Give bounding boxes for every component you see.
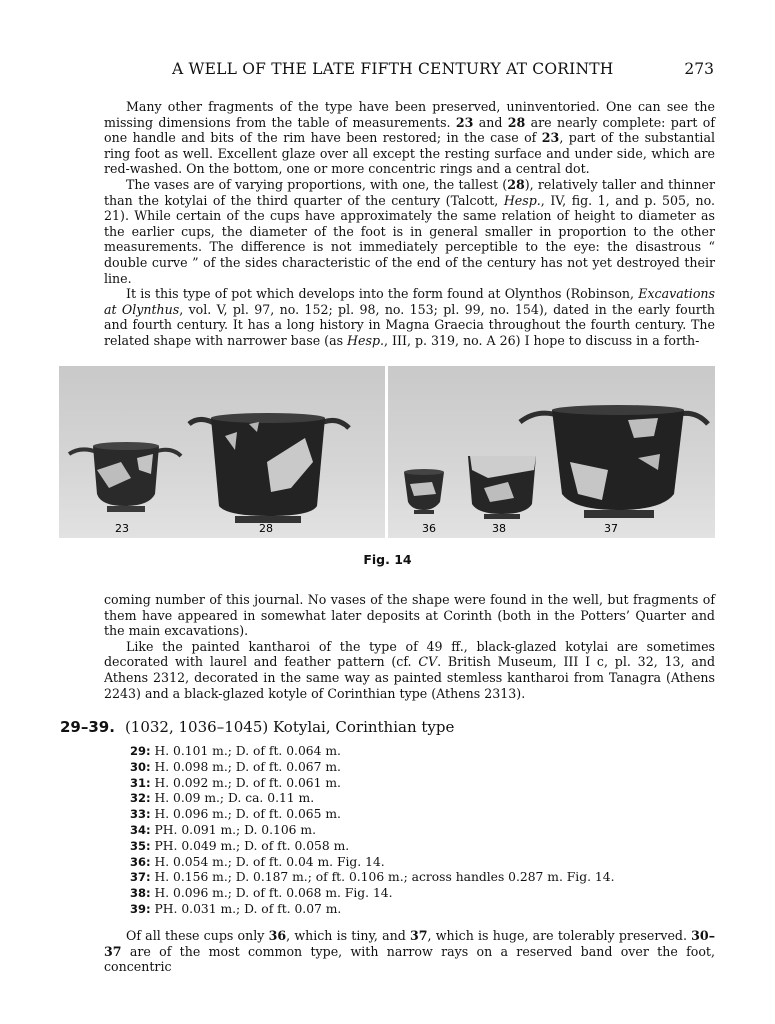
page-number: 273: [684, 60, 714, 78]
figure-label: 36: [422, 522, 436, 535]
kotyle-38: [468, 456, 536, 519]
top-text: [104, 99, 715, 349]
kotyle-23: [69, 442, 181, 512]
kotyle-36: [404, 469, 444, 514]
running-title: A WELL OF THE LATE FIFTH CENTURY AT CORINTH: [172, 60, 614, 78]
catalog-item: 29: H. 0.101 m.; D. of ft. 0.064 m.: [130, 744, 341, 758]
catalog-item: 38: H. 0.096 m.; D. of ft. 0.068 m. Fig. 14.: [130, 886, 393, 901]
running-head: [104, 60, 714, 82]
figure-label: 38: [492, 522, 506, 535]
paragraph: Many other fragments of the type have been preserved, uninventoried. One can see the missing dimensions from the table of measurements. 23 and 28 are nearly complete: part of one handle and bits of the rim have been restored; in the case of 23, part of the substantial ring foot as well. Excellent glaze over all except the resting surface and under side, which are red-washed. On the bottom, one or more concentric rings and a central dot.: [104, 99, 715, 177]
closing-text: [104, 928, 715, 975]
catalog-heading: [60, 718, 720, 736]
catalog-item: 35: PH. 0.049 m.; D. of ft. 0.058 m.: [130, 838, 350, 853]
paragraph: It is this type of pot which develops into the form found at Olynthos (Robinson, Excavations at Olynthus, vol. V, pl. 97, no. 152; pl. 98, no. 153; pl. 99, no. 154), dated in the early fourth and fourth century. It has a long history in Magna Graecia throughout the fourth century. The related shape with narrower base (as Hesp., III, p. 319, no. A 26) I hope to discuss in a forth-: [104, 286, 715, 348]
figure-caption: Fig. 14: [363, 552, 412, 567]
catalog-item: 36: H. 0.054 m.; D. of ft. 0.04 m. Fig. 14.: [130, 854, 385, 869]
kotyle-28: [189, 413, 349, 523]
catalog-item: 37: H. 0.156 m.; D. 0.187 m.; of ft. 0.106 m.; across handles 0.287 m. Fig. 14.: [130, 870, 615, 885]
figure-label: 28: [259, 522, 273, 535]
photo-left: [59, 366, 385, 538]
catalog-item: 31: H. 0.092 m.; D. of ft. 0.061 m.: [130, 775, 341, 790]
kotyle-37: [520, 405, 708, 518]
paragraph: coming number of this journal. No vases of the shape were found in the well, but fragments of them have appeared in somewhat later deposits at Corinth (both in the Potters’ Quarter and the main excavations).: [104, 592, 715, 639]
figure-label: 37: [604, 522, 618, 535]
catalog-item: 34: PH. 0.091 m.; D. 0.106 m.: [130, 822, 316, 837]
paragraph: The vases are of varying proportions, with one, the tallest (28), relatively taller and thinner than the kotylai of the third quarter of the century (Talcott, Hesp., IV, fig. 1, and p. 505, no. 21). While certain of the cups have approximately the same relation of height to diameter as the earlier cups, the diameter of the foot is in general smaller in proportion to the other measurements. The difference is not immediately perceptible to the eye: the disastrous “ double curve ” of the sides characteristic of the end of the century has not yet destroyed their line.: [104, 176, 716, 286]
figure-label: 23: [115, 522, 129, 535]
catalog-item: 30: H. 0.098 m.; D. of ft. 0.067 m.: [130, 759, 341, 774]
vase-photo-left: [59, 366, 385, 538]
catalog-list: [130, 744, 690, 918]
paragraph: Of all these cups only 36, which is tiny, and 37, which is huge, are tolerably preserved. 30–37 are of the most common type, with narrow rays on a reserved band over the foot, concentric: [104, 928, 715, 975]
figure-14: [59, 366, 715, 538]
catalog-range: 29–39.: [60, 718, 115, 736]
catalog-title: (1032, 1036–1045) Kotylai, Corinthian type: [124, 718, 455, 736]
catalog-item: 32: H. 0.09 m.; D. ca. 0.11 m.: [130, 791, 315, 806]
catalog-item: 33: H. 0.096 m.; D. of ft. 0.065 m.: [130, 807, 341, 822]
vase-photo-right: [388, 366, 715, 538]
catalog-item: 39: PH. 0.031 m.; D. of ft. 0.07 m.: [130, 901, 342, 916]
photo-right: [388, 366, 715, 538]
paragraph: Like the painted kantharoi of the type of 49 ff., black-glazed kotylai are sometimes decorated with laurel and feather pattern (cf. CV. British Museum, III I c, pl. 32, 13, and Athens 2312, decorated in the same way as painted stemless kantharoi from Tanagra (Athens 2243) and a black-glazed kotyle of Corinthian type (Athens 2313).: [104, 638, 716, 701]
bottom-text: [104, 592, 715, 701]
